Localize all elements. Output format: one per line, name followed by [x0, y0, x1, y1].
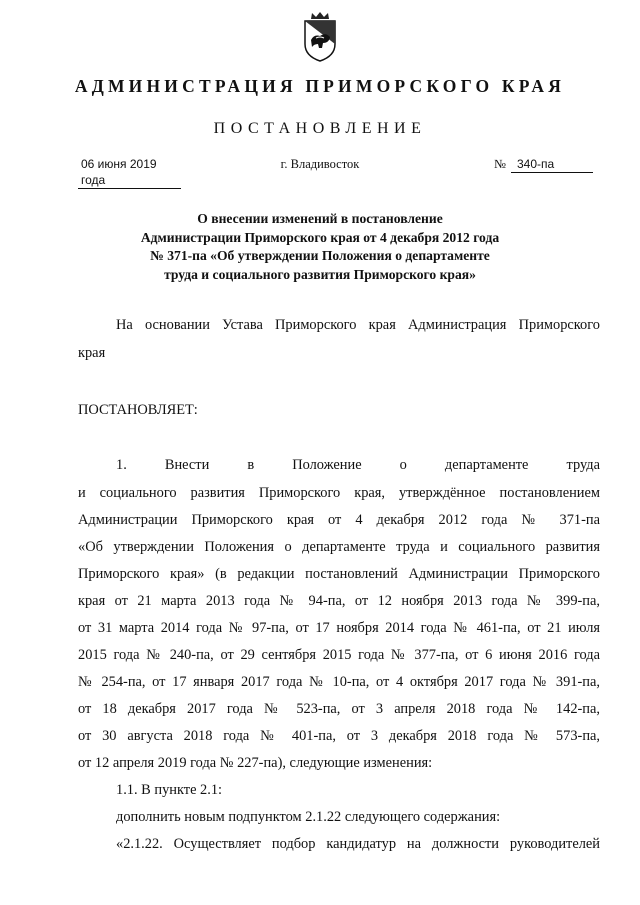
item1-line: 1. Внести в Положение о департаменте труда: [116, 457, 600, 473]
number-label: №: [494, 157, 506, 171]
item1-line: и социального развития Приморского края, утверждённое постановлением: [78, 485, 600, 501]
item1-line: от 18 декабря 2017 года № 523-па, от 3 апреля 2018 года № 142-па,: [78, 701, 600, 717]
resolve-heading: ПОСТАНОВЛЯЕТ:: [78, 402, 198, 418]
item1-line: от 31 марта 2014 года № 97-па, от 17 ноября 2014 года № 461-па, от 21 июля: [78, 620, 600, 636]
item1-line: «Об утверждении Положения о департаменте труда и социального развития: [78, 539, 600, 555]
document-city: г. Владивосток: [280, 157, 360, 171]
coat-of-arms-emblem: [302, 10, 338, 62]
item-1-1-sub: дополнить новым подпунктом 2.1.22 следующего содержания:: [116, 809, 501, 825]
document-title: [100, 210, 540, 284]
title-line: О внесении изменений в постановление: [197, 211, 443, 226]
item-1-1: 1.1. В пункте 2.1:: [116, 782, 223, 798]
title-line: № 371-па «Об утверждении Положения о департаменте: [150, 248, 490, 263]
item1-line: Администрации Приморского края от 4 декабря 2012 года № 371-па: [78, 512, 600, 528]
item1-line: № 254-па, от 17 января 2017 года № 10-па, от 4 октября 2017 года № 391-па,: [78, 674, 600, 690]
item1-line: 2015 года № 240-па, от 29 сентября 2015 года № 377-па, от 6 июня 2016 года: [78, 647, 600, 663]
organization-name: АДМИНИСТРАЦИЯ ПРИМОРСКОГО КРАЯ: [74, 76, 566, 96]
title-line: Администрации Приморского края от 4 декабря 2012 года: [140, 229, 500, 245]
document-date: 06 июня 2019 года: [78, 156, 181, 189]
item1-line: от 30 августа 2018 года № 401-па, от 3 декабря 2018 года № 573-па,: [78, 728, 600, 744]
item1-line: края от 21 марта 2013 года № 94-па, от 12 ноября 2013 года № 399-па,: [78, 593, 600, 609]
title-line: труда и социального развития Приморского края»: [164, 266, 476, 282]
document-type: ПОСТАНОВЛЕНИЕ: [213, 120, 427, 137]
basis-line-2: края: [78, 345, 106, 361]
item1-line: Приморского края» (в редакции постановлений Администрации Приморского: [78, 566, 600, 582]
item-2-1-22: «2.1.22. Осуществляет подбор кандидатур на должности руководителей: [116, 836, 600, 852]
basis-line-1: На основании Устава Приморского края Администрация Приморского: [116, 317, 600, 333]
document-number: 340-па: [511, 156, 593, 173]
item1-line-last: от 12 апреля 2019 года № 227-па), следующие изменения:: [78, 755, 433, 771]
